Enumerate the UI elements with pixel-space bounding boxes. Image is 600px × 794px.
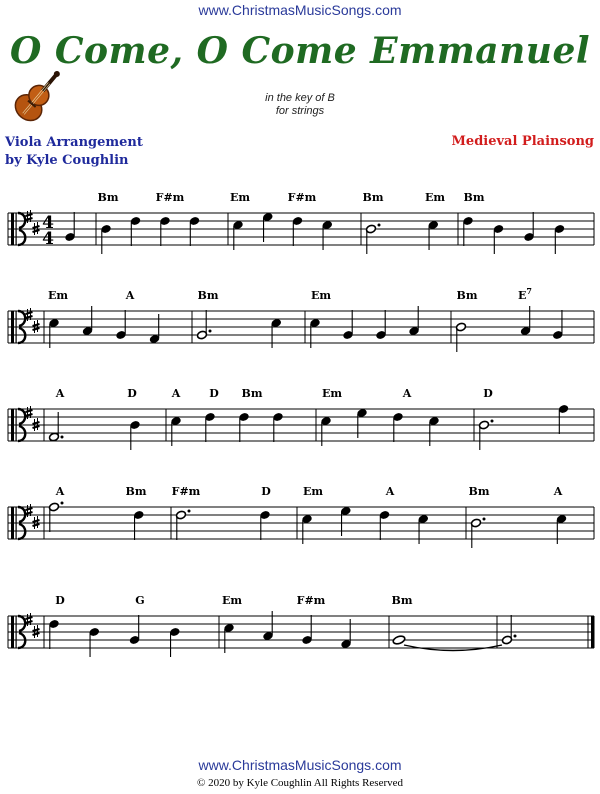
note	[463, 216, 474, 246]
augmentation-dot	[483, 518, 486, 521]
note	[493, 224, 504, 254]
note	[341, 619, 352, 649]
chord-symbol: Bm	[97, 191, 119, 204]
chord-symbol: D	[261, 485, 271, 498]
song-title: O Come, O Come Emmanuel	[9, 30, 591, 72]
note	[129, 615, 140, 645]
sharp-accidental	[33, 320, 40, 333]
note	[556, 514, 567, 544]
note	[171, 416, 182, 446]
note	[357, 408, 368, 438]
chord-symbol: Bm	[468, 485, 490, 498]
chord-symbol: Em	[47, 289, 69, 302]
note	[133, 510, 144, 540]
sharp-accidental	[33, 418, 40, 431]
chord-symbol: G	[135, 594, 145, 607]
note	[239, 412, 250, 442]
staff-system-3	[8, 387, 594, 450]
alto-clef-bar	[11, 409, 14, 441]
note	[393, 412, 404, 442]
note	[428, 220, 439, 250]
chord-symbol: A	[55, 485, 65, 498]
chord-symbol: Bm	[463, 191, 485, 204]
staff-system-1	[8, 191, 594, 254]
arranger-line-2: by Kyle Coughlin	[5, 153, 129, 168]
chord-symbol: Em	[229, 191, 251, 204]
note	[558, 404, 569, 434]
source-credit: Medieval Plainsong	[451, 134, 594, 149]
chord-symbol: Em	[310, 289, 332, 302]
note	[456, 322, 467, 352]
note	[273, 412, 284, 442]
note	[520, 306, 531, 336]
alto-clef-bar	[11, 507, 14, 539]
chord-symbol: Em	[302, 485, 324, 498]
chord-superscript: 7	[526, 286, 532, 296]
alto-clef-bar	[11, 311, 14, 343]
chord-symbol: D	[483, 387, 493, 400]
chord-symbol: A	[385, 485, 395, 498]
note	[160, 216, 171, 246]
note	[49, 318, 60, 348]
chord-symbol: D	[209, 387, 219, 400]
note	[233, 220, 244, 250]
arranger-line-1: Viola Arrangement	[5, 135, 143, 150]
note	[471, 518, 486, 549]
chord-symbol: Bm	[125, 485, 147, 498]
note	[224, 623, 235, 653]
augmentation-dot	[61, 436, 64, 439]
chord-symbol: D	[127, 387, 137, 400]
note	[418, 514, 429, 544]
staff-system-4	[8, 485, 594, 548]
copyright: © 2020 by Kyle Coughlin All Rights Reserved	[196, 777, 404, 789]
key-line: in the key of B	[265, 92, 335, 104]
chord-symbol: Em	[221, 594, 243, 607]
note	[65, 212, 76, 242]
chord-symbol: F#m	[296, 594, 326, 607]
note	[101, 224, 112, 254]
time-signature-bottom: 4	[42, 229, 54, 249]
note	[310, 318, 321, 348]
chord-symbol: A	[171, 387, 181, 400]
augmentation-dot	[514, 635, 517, 638]
chord-symbol: $E^7$	[518, 286, 532, 302]
note	[479, 420, 494, 451]
note	[376, 310, 387, 340]
note	[524, 212, 535, 242]
alto-clef-bar-thin	[16, 311, 17, 343]
alto-clef-bar	[11, 213, 14, 245]
augmentation-dot	[61, 502, 64, 505]
note	[554, 224, 565, 254]
alto-clef-bar-thin	[16, 409, 17, 441]
note	[169, 627, 180, 657]
note	[340, 506, 351, 536]
alto-clef-bar-thin	[16, 507, 17, 539]
note	[260, 510, 271, 540]
augmentation-dot	[491, 420, 494, 423]
note	[263, 611, 274, 641]
note	[302, 615, 313, 645]
note-head	[392, 635, 406, 645]
sharp-accidental	[33, 625, 40, 638]
alto-clef-bar-thin	[16, 616, 17, 648]
chord-symbol: F#m	[155, 191, 185, 204]
chord-symbol: D	[55, 594, 65, 607]
note	[176, 510, 191, 541]
augmentation-dot	[188, 510, 191, 513]
note	[49, 619, 60, 649]
chord-symbol: A	[125, 289, 135, 302]
note	[262, 212, 273, 242]
note	[552, 310, 563, 340]
chord-symbol: Em	[321, 387, 343, 400]
chord-symbol: Bm	[362, 191, 384, 204]
note	[89, 627, 100, 657]
alto-clef-bar-thin	[16, 213, 17, 245]
note	[49, 412, 64, 442]
time-signature-top: 4	[42, 213, 54, 233]
note	[271, 318, 282, 348]
chord-symbol: A	[55, 387, 65, 400]
chord-symbol: Bm	[391, 594, 413, 607]
staff-system-5	[8, 594, 595, 657]
note	[379, 510, 390, 540]
chord-symbol: F#m	[287, 191, 317, 204]
chord-symbol: Bm	[456, 289, 478, 302]
chord-symbol: F#m	[171, 485, 201, 498]
note	[130, 216, 141, 246]
note	[429, 416, 440, 446]
chord-symbol: Bm	[241, 387, 263, 400]
note	[409, 306, 420, 336]
staff-system-2	[8, 286, 594, 352]
chord-symbol: A	[553, 485, 563, 498]
note	[292, 216, 303, 246]
note	[366, 224, 381, 255]
note	[302, 514, 313, 544]
sharp-accidental	[33, 516, 40, 529]
final-bar-thick	[591, 616, 595, 648]
chord-symbol: A	[402, 387, 412, 400]
site-link-top[interactable]: www.ChristmasMusicSongs.com	[198, 2, 402, 18]
note	[82, 306, 93, 336]
chord-symbol: Bm	[197, 289, 219, 302]
note	[130, 420, 141, 450]
note	[205, 412, 216, 442]
note	[321, 416, 332, 446]
sharp-accidental	[33, 222, 40, 235]
alto-clef-bar	[11, 616, 14, 648]
note	[189, 216, 200, 246]
augmentation-dot	[378, 224, 381, 227]
note	[49, 502, 64, 533]
note	[116, 310, 127, 340]
note	[322, 220, 333, 250]
note	[149, 314, 160, 344]
note	[392, 635, 406, 645]
chord-symbol: Em	[424, 191, 446, 204]
site-link-bottom[interactable]: www.ChristmasMusicSongs.com	[198, 757, 402, 773]
note	[343, 310, 354, 340]
augmentation-dot	[209, 330, 212, 333]
instrument-line: for strings	[275, 105, 325, 117]
